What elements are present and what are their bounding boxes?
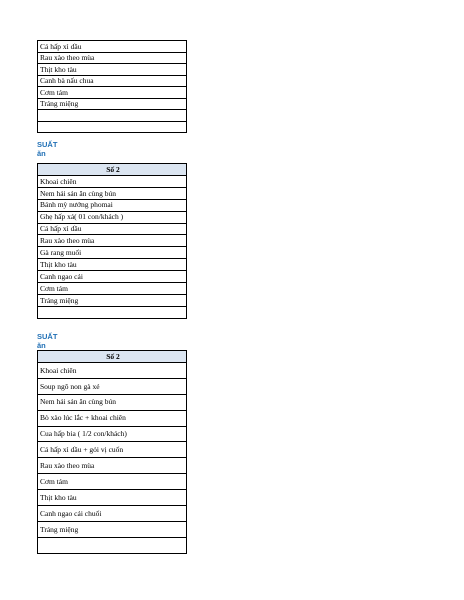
table-cell (38, 306, 187, 318)
table-cell: Thịt kho tàu (38, 259, 187, 271)
table-cell: Tráng miệng (38, 294, 187, 306)
menu-table-2 (37, 163, 187, 319)
table-cell: Khoai chiên (38, 176, 187, 188)
section-label-3 (37, 333, 57, 350)
table-cell: Canh bà nấu chua (38, 75, 187, 87)
table-cell: Ghẹ hấp xả( 01 con/khách ) (38, 211, 187, 223)
table-cell: Bánh mỳ nướng phomai (38, 199, 187, 211)
table-cell: Bò xào lúc lắc + khoai chiên (38, 410, 187, 426)
table-cell: Rau xào theo mùa (38, 52, 187, 64)
table-cell: Cá hấp xì dầu (38, 41, 187, 53)
section-label-line2: ăn (37, 148, 46, 158)
table-cell: Canh ngao cải chuối (38, 506, 187, 522)
table-cell: Gà rang muối (38, 247, 187, 259)
table-cell: Cá hấp xì dầu + gỏi vị cuốn (38, 442, 187, 458)
table-cell: Rau xào theo mùa (38, 458, 187, 474)
table-cell: Khoai chiên (38, 363, 187, 379)
table-cell: Cơm tám (38, 474, 187, 490)
table-cell: Nem hải sản ăn cùng bún (38, 187, 187, 199)
table-cell: Soup ngô non gà xé (38, 378, 187, 394)
menu-table-1 (37, 40, 187, 133)
section-label-2 (37, 141, 57, 158)
table-cell: Cua hấp bia ( 1/2 con/khách) (38, 426, 187, 442)
table-cell: Canh ngao cải (38, 271, 187, 283)
table-cell (38, 537, 187, 553)
section-label-line1: SUẤT (37, 140, 58, 149)
table-cell (38, 110, 187, 122)
table-cell: Nem hải sản ăn cùng bún (38, 394, 187, 410)
table-header: Số 2 (38, 164, 187, 176)
table-header: Số 2 (38, 351, 187, 363)
table-cell: Cơm tám (38, 87, 187, 99)
table-cell: Cơm tám (38, 283, 187, 295)
table-cell: Thịt kho tàu (38, 490, 187, 506)
table-cell: Cá hấp xì dầu (38, 223, 187, 235)
table-cell (38, 121, 187, 133)
section-label-line1: SUẤT (37, 332, 58, 341)
section-label-line2: ăn (37, 340, 46, 350)
menu-table-3 (37, 350, 187, 554)
table-cell: Thịt kho tàu (38, 64, 187, 76)
table-cell: Rau xào theo mùa (38, 235, 187, 247)
table-cell: Tráng miệng (38, 98, 187, 110)
table-cell: Tráng miệng (38, 521, 187, 537)
